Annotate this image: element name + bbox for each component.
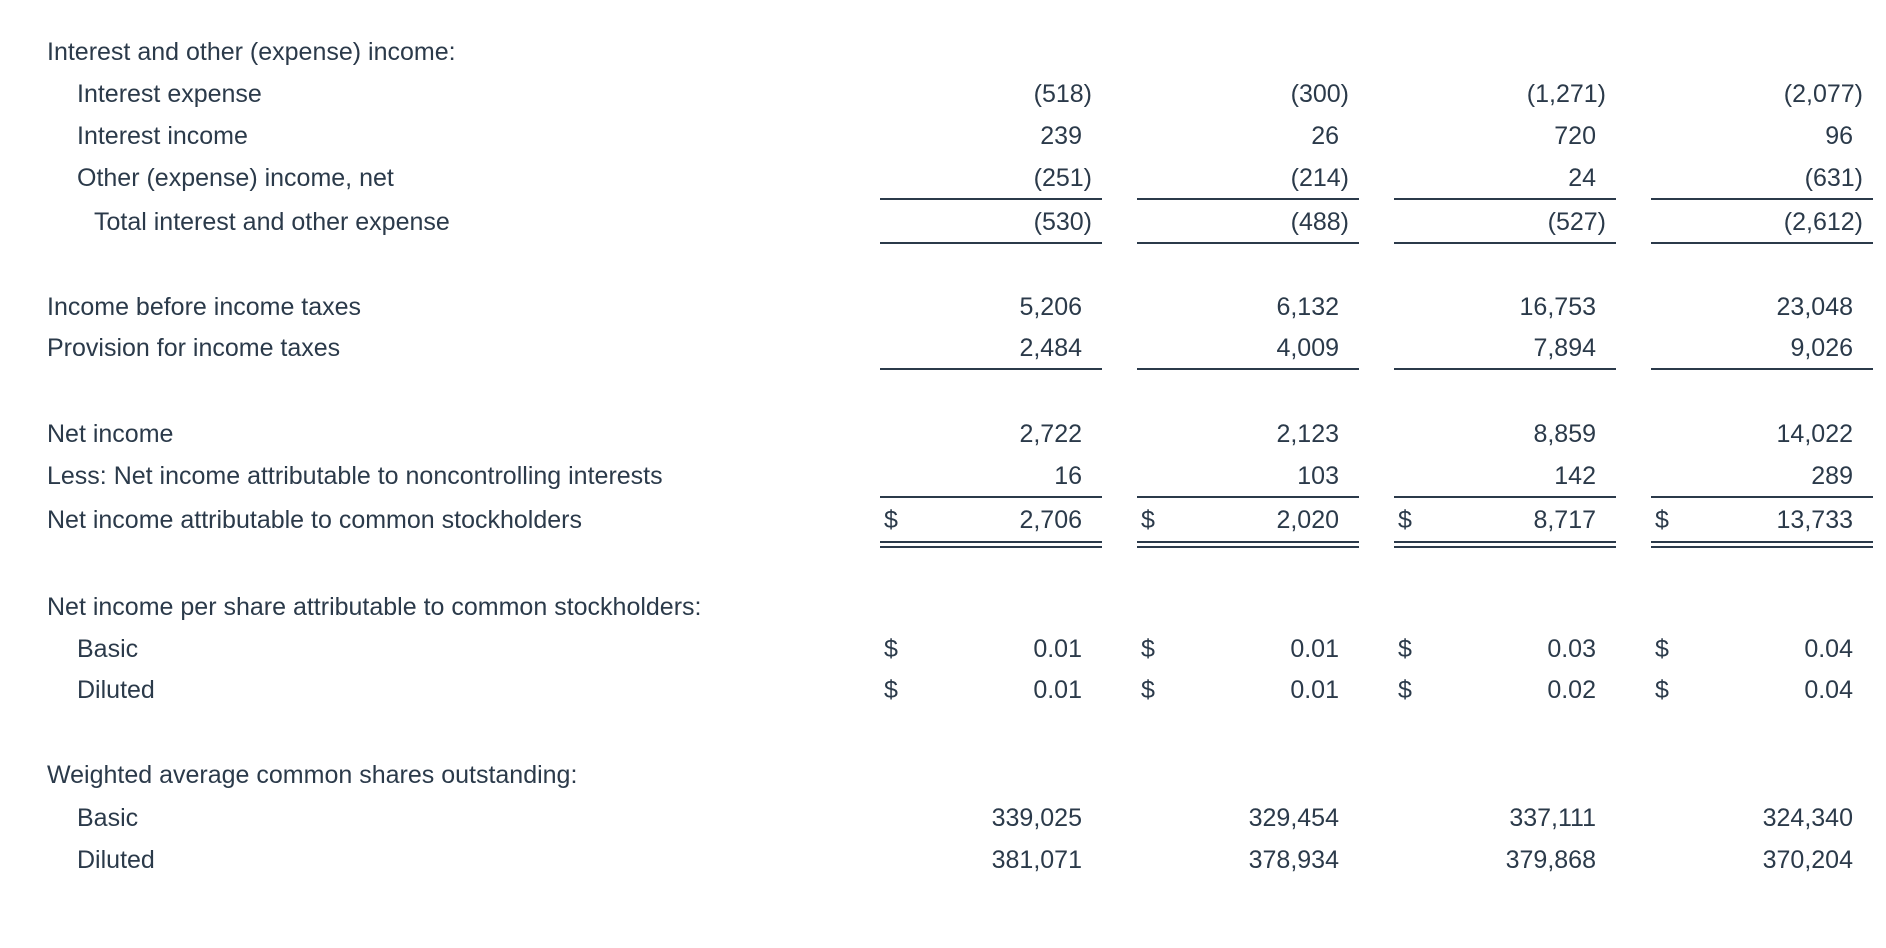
row-label: Net income [47,420,174,448]
double-underline [1651,541,1873,548]
value-cell [1651,456,1873,496]
row-label: Interest expense [77,80,262,108]
row-label: Provision for income taxes [47,334,341,362]
row-label: Income before income taxes [47,293,362,321]
value-text: (251) [1033,164,1092,192]
value-text: 337,111 [1509,804,1596,832]
value-cell [1394,202,1616,242]
value-text: 2,722 [1019,420,1082,448]
value-text: 8,859 [1533,420,1596,448]
value-text: 23,048 [1776,293,1853,321]
value-text: 103 [1297,462,1339,490]
value-cell [1651,158,1873,198]
value-text: (530) [1033,208,1092,236]
value-cell [1394,500,1616,540]
row-label: Diluted [77,676,155,704]
statement-row [0,587,1886,627]
row-label: Basic [77,804,139,832]
value-text: 339,025 [991,804,1082,832]
value-text: (518) [1033,80,1092,108]
value-text: 16,753 [1519,293,1596,321]
value-cell [1394,414,1616,454]
value-cell [1137,414,1359,454]
value-text: 8,717 [1533,506,1596,534]
value-cell [880,670,1102,710]
underline [1651,242,1873,244]
value-text: (2,612) [1783,208,1863,236]
currency-symbol: $ [1141,635,1155,663]
value-text: 26 [1311,122,1339,150]
row-label: Net income per share attributable to common stockholders: [47,593,702,621]
value-cell [1394,456,1616,496]
underline [1394,368,1616,370]
currency-symbol: $ [1398,506,1412,534]
underline [880,242,1102,244]
statement-row [0,287,1886,327]
value-cell [1651,74,1873,114]
value-text: 381,071 [991,846,1082,874]
row-label: Basic [77,635,139,663]
value-text: 329,454 [1248,804,1339,832]
value-cell [1394,74,1616,114]
underline [1394,198,1616,200]
underline [1137,368,1359,370]
statement-row [0,840,1886,880]
row-label: Interest income [77,122,248,150]
value-cell [1137,74,1359,114]
value-text: 2,020 [1276,506,1339,534]
value-cell [1137,328,1359,368]
double-underline [880,541,1102,548]
value-text: (214) [1290,164,1349,192]
value-cell [880,414,1102,454]
value-cell [1651,202,1873,242]
statement-row [0,500,1886,540]
value-text: 370,204 [1762,846,1853,874]
statement-row [0,328,1886,368]
value-cell [880,116,1102,156]
row-label: Other (expense) income, net [77,164,394,192]
value-cell [880,202,1102,242]
statement-row [0,158,1886,198]
underline [1651,496,1873,498]
currency-symbol: $ [884,506,898,534]
statement-row [0,32,1886,72]
row-label: Weighted average common shares outstanding: [47,761,578,789]
value-cell [1394,287,1616,327]
value-text: 0.02 [1547,676,1596,704]
currency-symbol: $ [1655,676,1669,704]
underline [880,198,1102,200]
value-cell [1137,158,1359,198]
value-text: 7,894 [1533,334,1596,362]
value-cell [1651,116,1873,156]
value-text: 2,123 [1276,420,1339,448]
underline [1137,496,1359,498]
underline [1651,198,1873,200]
double-underline [1394,541,1616,548]
value-text: 0.01 [1033,676,1082,704]
value-cell [880,74,1102,114]
statement-row [0,456,1886,496]
value-text: 0.01 [1290,635,1339,663]
underline [1651,368,1873,370]
value-cell [1137,116,1359,156]
value-cell [1137,287,1359,327]
row-label: Total interest and other expense [94,208,450,236]
value-cell [1394,670,1616,710]
underline [1394,242,1616,244]
value-text: 0.03 [1547,635,1596,663]
value-cell [1137,798,1359,838]
value-cell [1137,840,1359,880]
value-cell [1394,798,1616,838]
value-cell [1394,840,1616,880]
value-text: 0.04 [1804,676,1853,704]
statement-row [0,74,1886,114]
value-cell [1651,414,1873,454]
value-text: (1,271) [1526,80,1606,108]
value-text: 16 [1054,462,1082,490]
row-label: Interest and other (expense) income: [47,38,456,66]
currency-symbol: $ [1398,635,1412,663]
statement-row [0,798,1886,838]
row-label: Diluted [77,846,155,874]
underline [1137,242,1359,244]
value-cell [880,287,1102,327]
value-text: 13,733 [1776,506,1853,534]
value-cell [880,500,1102,540]
value-cell [880,629,1102,669]
statement-row [0,202,1886,242]
value-text: 5,206 [1019,293,1082,321]
value-cell [1651,840,1873,880]
value-text: 720 [1554,122,1596,150]
value-text: 96 [1825,122,1853,150]
value-text: (2,077) [1783,80,1863,108]
value-cell [1651,500,1873,540]
currency-symbol: $ [1655,506,1669,534]
double-underline [1137,541,1359,548]
value-text: 24 [1568,164,1596,192]
value-cell [880,158,1102,198]
value-text: 289 [1811,462,1853,490]
underline [880,368,1102,370]
value-text: 0.01 [1033,635,1082,663]
value-cell [880,456,1102,496]
value-text: 14,022 [1776,420,1853,448]
value-cell [1394,328,1616,368]
value-text: 0.04 [1804,635,1853,663]
value-text: 0.01 [1290,676,1339,704]
value-text: 2,484 [1019,334,1082,362]
value-cell [1651,670,1873,710]
statement-row [0,670,1886,710]
value-cell [1137,202,1359,242]
value-text: (488) [1290,208,1349,236]
underline [880,496,1102,498]
value-cell [1651,629,1873,669]
value-text: 4,009 [1276,334,1339,362]
value-text: 379,868 [1505,846,1596,874]
value-cell [1394,116,1616,156]
row-label: Net income attributable to common stockholders [47,506,582,534]
statement-row [0,755,1886,795]
currency-symbol: $ [1141,506,1155,534]
underline [1137,198,1359,200]
value-cell [1394,629,1616,669]
value-text: 9,026 [1790,334,1853,362]
value-text: (527) [1547,208,1606,236]
row-label: Less: Net income attributable to noncontrolling interests [47,462,663,490]
value-text: 142 [1554,462,1596,490]
underline [1394,496,1616,498]
currency-symbol: $ [884,635,898,663]
value-cell [1137,670,1359,710]
currency-symbol: $ [1398,676,1412,704]
value-cell [1137,456,1359,496]
value-cell [1394,158,1616,198]
value-text: 324,340 [1762,804,1853,832]
statement-row [0,629,1886,669]
value-cell [1651,287,1873,327]
value-text: 239 [1040,122,1082,150]
value-cell [1137,500,1359,540]
value-cell [1651,798,1873,838]
currency-symbol: $ [1141,676,1155,704]
statement-row [0,414,1886,454]
currency-symbol: $ [1655,635,1669,663]
value-text: 6,132 [1276,293,1339,321]
statement-row [0,116,1886,156]
value-cell [1137,629,1359,669]
currency-symbol: $ [884,676,898,704]
value-text: (631) [1804,164,1863,192]
value-cell [1651,328,1873,368]
value-cell [880,840,1102,880]
value-text: 2,706 [1019,506,1082,534]
value-text: 378,934 [1248,846,1339,874]
value-text: (300) [1290,80,1349,108]
value-cell [880,798,1102,838]
value-cell [880,328,1102,368]
